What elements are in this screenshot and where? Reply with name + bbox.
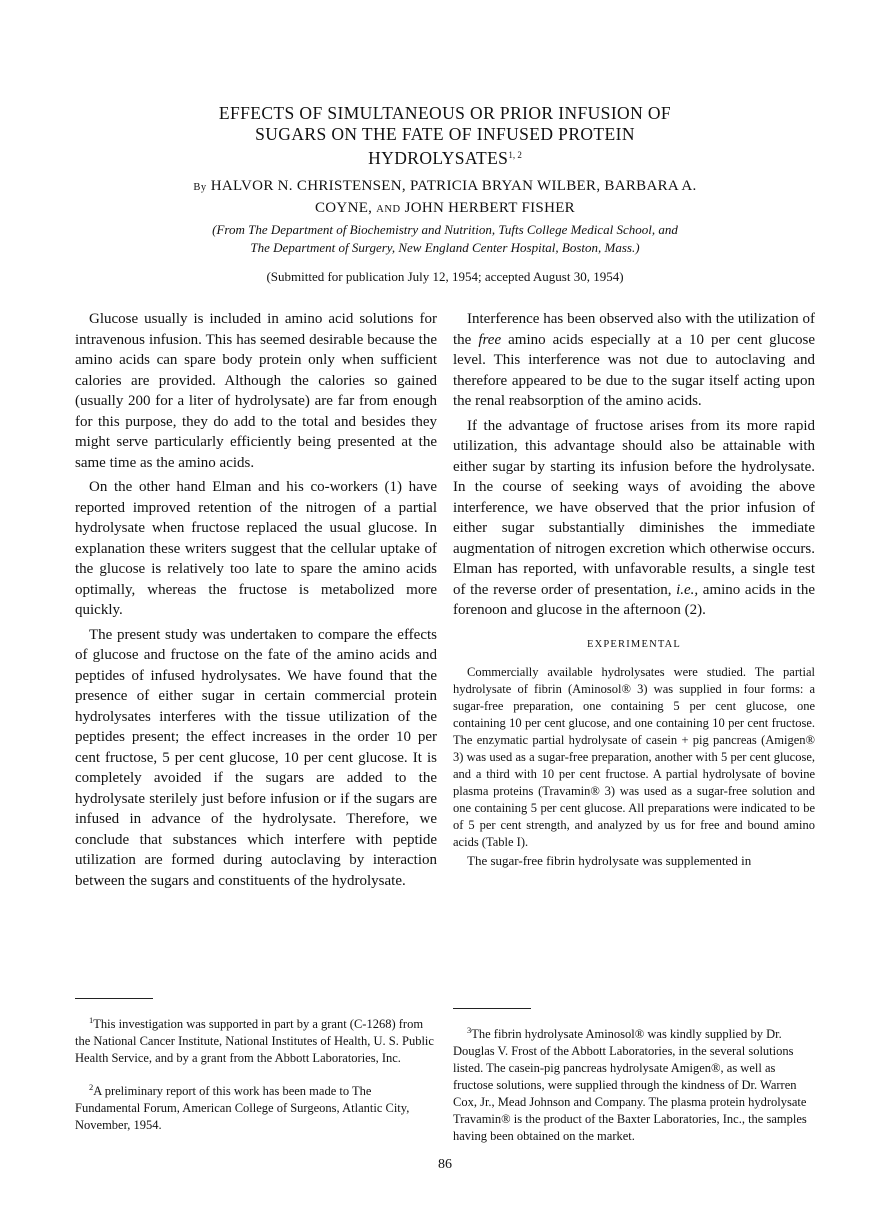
- title-line-2: SUGARS ON THE FATE OF INFUSED PROTEIN: [255, 124, 635, 144]
- affiliation-line-1: (From The Department of Biochemistry and Nutrition, Tufts College Medical School, and: [212, 222, 678, 237]
- page-number: 86: [438, 1157, 452, 1172]
- footnote-1: [75, 1012, 437, 1067]
- article-title: [150, 103, 740, 169]
- authors-and: AND: [376, 204, 401, 215]
- title-footnote-marks: 1, 2: [508, 150, 522, 160]
- footnote-1-text: This investigation was supported in part by a grant (C-1268) from the National Cancer Institute, National Institutes of Health, U. S. Public Health Service, and by a grant from the Abbott Laboratories, Inc.: [75, 1016, 434, 1065]
- authors-line-2a: COYNE,: [315, 200, 373, 216]
- submission-dates: (Submitted for publication July 12, 1954; accepted August 30, 1954): [266, 269, 624, 284]
- intro-paragraph-3: The present study was undertaken to compare the effects of glucose and fructose on the fate of the amino acids and peptides of infused hydrolysates. We have found that the presence of either sugar in certain commercial protein hydrolysates interferes with the tissue utilization of the peptides present; the effect increases in the order 10 per cent fructose, 5 per cent glucose, 10 per cent glucose. It is completely avoided if the sugars are added to the hydrolysate sterilely just before infusion or if the sugars are infused in advance of the hydrolysate. Therefore, we conclude that substances which interfere with peptide utilization are formed during autoclaving by interaction between the sugars and constituents of the hydrolysate.: [75, 626, 437, 889]
- authors-line-2b: JOHN HERBERT FISHER: [404, 200, 575, 216]
- right-p1-start: Interference has been observed also with the utilization of the: [453, 311, 815, 348]
- experimental-continuation: The sugar-free fibrin hydrolysate was supplemented in: [467, 852, 752, 868]
- title-line-3: HYDROLYSATES: [368, 148, 509, 168]
- right-p1-end: amino acids especially at a 10 per cent glucose level. This interference was not due to autoclaving and therefore appeared to be due to the sugar itself acting upon the renal reabsorption of the amino acids.: [453, 331, 815, 409]
- authors-by: By: [193, 182, 207, 193]
- intro-paragraph-2: On the other hand Elman and his co-workers (1) have reported improved retention of the nitrogen of a partial hydrolysate when fructose replaced the usual glucose. In explanation these writers suggest that the cellular uptake of the glucose is relatively too late to spare the amino acids optimally, whereas the fructose is metabolized more quickly.: [75, 479, 437, 618]
- footnote-rule-right: [453, 1008, 531, 1009]
- footnote-3: [453, 1022, 815, 1146]
- left-column: [75, 309, 437, 891]
- title-line-1: EFFECTS OF SIMULTANEOUS OR PRIOR INFUSION OF: [218, 103, 672, 123]
- experimental-paragraph: Commercially available hydrolysates were studied. The partial hydrolysate of fibrin (Aminosol® 3) was supplied in four forms: a sugar-free preparation, one containing 5 per cent glucose, one containing 10 per cent glucose, and one containing 10 per cent fructose. The enzymatic partial hydrolysate of casein + pig pancreas (Amigen® 3) was used as a sugar-free preparation, another with 5 per cent glucose, and a third with 10 per cent fructose. A partial hydrolysate of bovine plasma proteins (Travamin® 3) was used as a sugar-free solution and one containing 5 per cent glucose. All preparations were indicated to be of 5 per cent strength, and analyzed by us for free and bound amino acids (Table I).: [453, 664, 815, 850]
- right-paragraph-2: [453, 416, 815, 621]
- footnote-1-mark: 1: [89, 1014, 94, 1025]
- footnote-rule-left: [75, 998, 153, 999]
- right-p2-end: amino acids in the forenoon and glucose in the afternoon (2).: [453, 581, 815, 618]
- footnote-3-mark: 3: [467, 1024, 472, 1035]
- footnote-2: [75, 1079, 437, 1134]
- intro-paragraph-1: Glucose usually is included in amino acid solutions for intravenous infusion. This has seemed desirable because the amino acids can spare body protein only when sufficient calories are provided. Although the calories so gained (usually 200 for a liter of hydrolysate) are far from enough for this purpose, they do add to the total and besides they might serve particularly efficiently being presented at the same time as the amino acids.: [75, 311, 437, 471]
- affiliation-line-2: The Department of Surgery, New England Center Hospital, Boston, Mass.): [250, 240, 640, 255]
- footnote-2-text: A preliminary report of this work has been made to The Fundamental Forum, American College of Surgeons, Atlantic City, November, 1954.: [75, 1084, 410, 1133]
- affiliation: [110, 221, 780, 257]
- right-p2-start: If the advantage of fructose arises from its more rapid utilization, this advantage should also be attainable with either sugar by starting its infusion before the hydrolysate. In the course of seeking ways of avoiding the above interference, we have observed that the prior infusion of either sugar substantially diminishes the immediate augmentation of nitrogen excretion which otherwise occurs. Elman has reported, with unfavorable results, a single test of the reverse order of presentation,: [453, 417, 815, 598]
- right-column: [453, 309, 815, 869]
- footnote-3-text: The fibrin hydrolysate Aminosol® was kindly supplied by Dr. Douglas V. Frost of the Abbott Laboratories, in the several solutions listed. The casein-pig pancreas hydrolysate Amigen®, as well as fructose solutions, were supplied through the kindness of Dr. Warren Cox, Jr., Mead Johnson and Company. The plasma protein hydrolysate Travamin® is the product of the Baxter Laboratories, Inc., the samples having been obtained on the market.: [453, 1026, 807, 1144]
- right-p2-italic: i.e.,: [676, 581, 699, 598]
- authors-line-1: HALVOR N. CHRISTENSEN, PATRICIA BRYAN WILBER, BARBARA A.: [210, 178, 697, 194]
- right-footnotes: [453, 998, 815, 1147]
- author-list: [150, 176, 740, 220]
- right-paragraph-1: [453, 309, 815, 412]
- left-footnotes: [75, 988, 437, 1137]
- footnote-2-mark: 2: [89, 1082, 94, 1093]
- section-heading-experimental: EXPERIMENTAL: [586, 638, 682, 650]
- right-p1-italic: free: [478, 331, 502, 348]
